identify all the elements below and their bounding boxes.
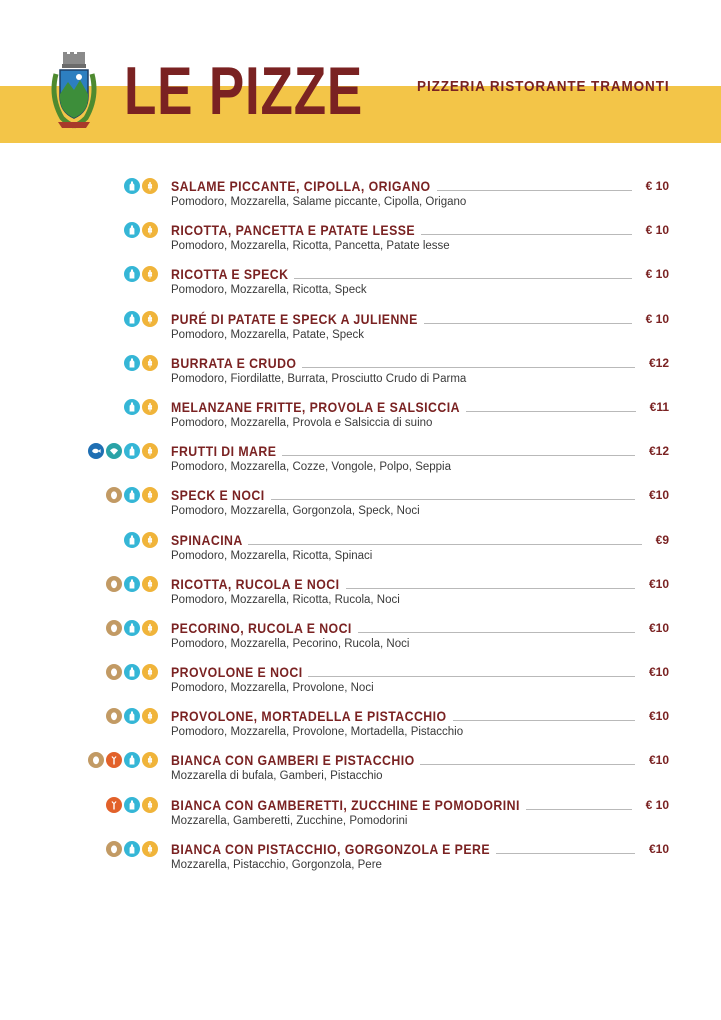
leader-line [453, 720, 635, 721]
menu-item-heading [171, 264, 669, 282]
milk-bottle-icon [124, 487, 140, 503]
egg-icon [106, 620, 122, 636]
coat-of-arms-icon [48, 52, 100, 132]
pizza-price: €12 [648, 355, 669, 370]
menu-item [0, 439, 721, 483]
leader-line [421, 234, 631, 235]
allergen-icons [124, 399, 158, 415]
menu-item [0, 704, 721, 748]
leader-line [466, 411, 635, 412]
menu-item-heading [171, 397, 669, 415]
pizza-name: SPINACINA [171, 531, 243, 548]
leader-line [424, 323, 631, 324]
allergen-icons [106, 797, 158, 813]
pizza-ingredients: Pomodoro, Mozzarella, Provola e Salsiccia di suino [171, 416, 433, 429]
pizza-price: €10 [648, 620, 669, 635]
leader-line [282, 455, 635, 456]
pizza-name: FRUTTI DI MARE [171, 443, 277, 460]
pizza-ingredients: Mozzarella, Gamberetti, Zucchine, Pomodorini [171, 814, 408, 827]
menu-item [0, 307, 721, 351]
pizza-ingredients: Pomodoro, Mozzarella, Cozze, Vongole, Polpo, Seppia [171, 461, 451, 474]
wheat-icon [142, 222, 158, 238]
allergen-icons [124, 178, 158, 194]
pizza-price: €10 [648, 841, 669, 856]
fish-icon [88, 443, 104, 459]
page-title: LE PIZZE [124, 53, 364, 129]
menu-item-heading [171, 618, 669, 636]
shell-icon [106, 443, 122, 459]
milk-bottle-icon [124, 178, 140, 194]
pizza-ingredients: Pomodoro, Mozzarella, Patate, Speck [171, 328, 365, 341]
allergen-icons [106, 576, 158, 592]
pizza-name: PECORINO, RUCOLA E NOCI [171, 619, 352, 636]
menu-item-heading [171, 309, 669, 327]
allergen-icons [106, 841, 158, 857]
pizza-price: €10 [648, 576, 669, 591]
restaurant-name: PIZZERIA RISTORANTE TRAMONTI [416, 78, 669, 95]
pizza-price: €12 [648, 444, 669, 459]
pizza-name: PROVOLONE, MORTADELLA E PISTACCHIO [171, 708, 447, 725]
egg-icon [106, 487, 122, 503]
wheat-icon [142, 399, 158, 415]
menu-item-heading [171, 662, 669, 680]
menu-item-heading [171, 485, 669, 503]
pizza-ingredients: Pomodoro, Mozzarella, Ricotta, Speck [171, 284, 367, 297]
pizza-ingredients: Pomodoro, Mozzarella, Ricotta, Rucola, Noci [171, 593, 400, 606]
menu-item [0, 262, 721, 306]
wheat-icon [142, 797, 158, 813]
leader-line [294, 278, 632, 279]
pizza-ingredients: Pomodoro, Mozzarella, Provolone, Noci [171, 682, 374, 695]
pizza-price: €10 [648, 709, 669, 724]
allergen-icons [106, 487, 158, 503]
egg-icon [106, 708, 122, 724]
menu-item [0, 218, 721, 262]
milk-bottle-icon [124, 355, 140, 371]
milk-bottle-icon [124, 311, 140, 327]
pizza-price: €10 [648, 665, 669, 680]
allergen-icons [124, 222, 158, 238]
milk-bottle-icon [124, 443, 140, 459]
pizza-name: MELANZANE FRITTE, PROVOLA E SALSICCIA [171, 398, 460, 415]
egg-icon [106, 841, 122, 857]
egg-icon [88, 752, 104, 768]
wheat-icon [142, 664, 158, 680]
leader-line [271, 499, 635, 500]
menu-item-heading [171, 795, 669, 813]
leader-line [437, 190, 632, 191]
menu-item [0, 748, 721, 792]
menu-item [0, 616, 721, 660]
wheat-icon [142, 266, 158, 282]
pizza-price: € 10 [645, 267, 669, 282]
menu-item [0, 351, 721, 395]
menu-item [0, 174, 721, 218]
wheat-icon [142, 178, 158, 194]
menu-item-heading [171, 706, 669, 724]
allergen-icons [124, 311, 158, 327]
pizza-price: €9 [655, 532, 669, 547]
leader-line [308, 676, 635, 677]
allergen-icons [124, 355, 158, 371]
menu-item [0, 837, 721, 881]
egg-icon [106, 664, 122, 680]
leader-line [526, 809, 631, 810]
menu-item-heading [171, 574, 669, 592]
milk-bottle-icon [124, 399, 140, 415]
pizza-name: BURRATA E CRUDO [171, 354, 297, 371]
pizza-price: € 10 [645, 311, 669, 326]
menu-item-heading [171, 530, 669, 548]
menu-item-heading [171, 750, 669, 768]
allergen-icons [124, 532, 158, 548]
pizza-ingredients: Pomodoro, Mozzarella, Gorgonzola, Speck, Noci [171, 505, 420, 518]
milk-bottle-icon [124, 532, 140, 548]
pizza-price: €10 [648, 488, 669, 503]
wheat-icon [142, 841, 158, 857]
wheat-icon [142, 355, 158, 371]
pizza-ingredients: Pomodoro, Mozzarella, Provolone, Mortadella, Pistacchio [171, 726, 464, 739]
pizza-price: €10 [648, 753, 669, 768]
wheat-icon [142, 487, 158, 503]
pizza-price: €11 [649, 399, 669, 414]
menu-item [0, 793, 721, 837]
pizza-name: SPECK E NOCI [171, 487, 265, 504]
milk-bottle-icon [124, 576, 140, 592]
wheat-icon [142, 443, 158, 459]
milk-bottle-icon [124, 222, 140, 238]
wheat-icon [142, 576, 158, 592]
wheat-icon [142, 620, 158, 636]
wheat-icon [142, 532, 158, 548]
menu-item-heading [171, 353, 669, 371]
menu-item-heading [171, 176, 669, 194]
leader-line [496, 853, 635, 854]
allergen-icons [88, 752, 158, 768]
pizza-price: € 10 [645, 797, 669, 812]
wheat-icon [142, 708, 158, 724]
menu-item [0, 572, 721, 616]
milk-bottle-icon [124, 266, 140, 282]
pizza-ingredients: Pomodoro, Mozzarella, Salame piccante, Cipolla, Origano [171, 196, 467, 208]
wheat-icon [142, 752, 158, 768]
pizza-price: € 10 [645, 179, 669, 193]
wheat-icon [142, 311, 158, 327]
milk-bottle-icon [124, 620, 140, 636]
pizza-name: PROVOLONE E NOCI [171, 664, 303, 681]
allergen-icons [88, 443, 158, 459]
pizza-ingredients: Pomodoro, Mozzarella, Pecorino, Rucola, Noci [171, 637, 410, 650]
menu-item-heading [171, 839, 669, 857]
allergen-icons [106, 620, 158, 636]
pizza-ingredients: Pomodoro, Mozzarella, Ricotta, Pancetta, Patate lesse [171, 240, 450, 253]
milk-bottle-icon [124, 752, 140, 768]
pizza-name: BIANCA CON GAMBERETTI, ZUCCHINE E POMODORINI [171, 796, 520, 813]
allergen-icons [106, 708, 158, 724]
allergen-icons [124, 266, 158, 282]
pizza-name: RICOTTA, RUCOLA E NOCI [171, 575, 340, 592]
pizza-ingredients: Pomodoro, Mozzarella, Ricotta, Spinaci [171, 549, 373, 562]
menu-item-heading [171, 220, 669, 238]
pizza-ingredients: Mozzarella, Pistacchio, Gorgonzola, Pere [171, 858, 382, 871]
pizza-name: PURÉ DI PATATE E SPECK A JULIENNE [171, 310, 418, 327]
pizza-name: RICOTTA E SPECK [171, 266, 289, 283]
pizza-ingredients: Pomodoro, Fiordilatte, Burrata, Prosciutto Crudo di Parma [171, 372, 467, 385]
leader-line [346, 588, 635, 589]
pizza-name: RICOTTA, PANCETTA E PATATE LESSE [171, 222, 416, 239]
milk-bottle-icon [124, 841, 140, 857]
pizza-menu-list [0, 174, 721, 881]
leader-line [302, 367, 635, 368]
pizza-name: SALAME PICCANTE, CIPOLLA, ORIGANO [171, 178, 431, 194]
menu-item [0, 483, 721, 527]
milk-bottle-icon [124, 797, 140, 813]
menu-item [0, 395, 721, 439]
menu-item-heading [171, 441, 669, 459]
leader-line [358, 632, 635, 633]
pizza-name: BIANCA CON PISTACCHIO, GORGONZOLA E PERE [171, 840, 490, 857]
leader-line [248, 544, 641, 545]
egg-icon [106, 576, 122, 592]
shrimp-icon [106, 797, 122, 813]
menu-item [0, 528, 721, 572]
pizza-name: BIANCA CON GAMBERI E PISTACCHIO [171, 752, 415, 769]
shrimp-icon [106, 752, 122, 768]
pizza-price: € 10 [645, 223, 669, 238]
milk-bottle-icon [124, 708, 140, 724]
menu-item [0, 660, 721, 704]
leader-line [420, 764, 635, 765]
pizza-ingredients: Mozzarella di bufala, Gamberi, Pistacchio [171, 770, 383, 783]
milk-bottle-icon [124, 664, 140, 680]
allergen-icons [106, 664, 158, 680]
